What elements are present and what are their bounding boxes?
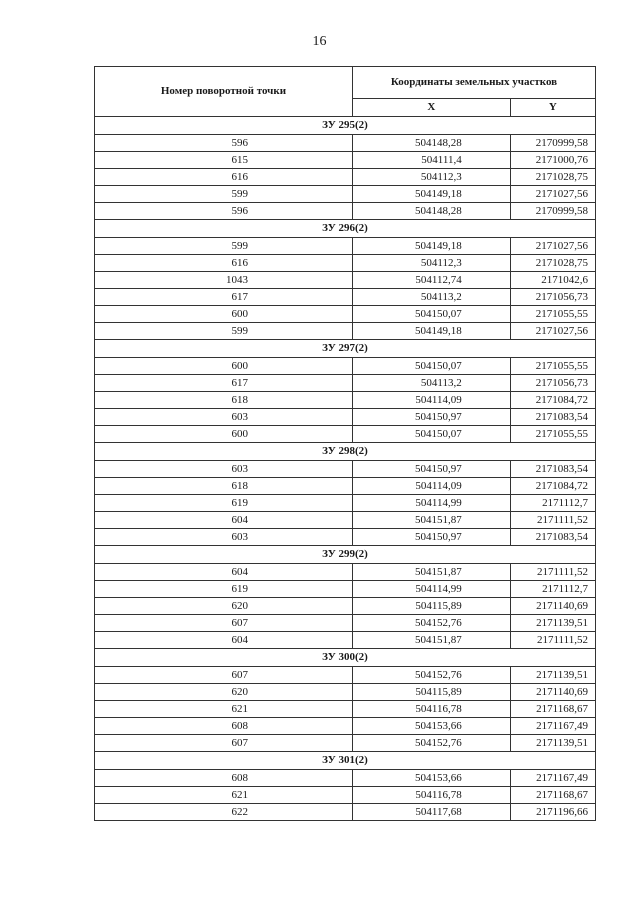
table-row bbox=[95, 272, 596, 289]
table-row bbox=[95, 615, 596, 632]
point-cell: 607 bbox=[95, 735, 353, 752]
x-cell: 504151,87 bbox=[352, 632, 510, 649]
x-cell: 504112,74 bbox=[352, 272, 510, 289]
table-row bbox=[95, 598, 596, 615]
x-cell: 504115,89 bbox=[352, 684, 510, 701]
x-cell: 504117,68 bbox=[352, 804, 510, 821]
point-cell: 619 bbox=[95, 495, 353, 512]
point-cell: 599 bbox=[95, 323, 353, 340]
point-cell: 616 bbox=[95, 255, 353, 272]
table-row bbox=[95, 667, 596, 684]
table-row bbox=[95, 152, 596, 169]
x-cell: 504112,3 bbox=[352, 169, 510, 186]
table-row bbox=[95, 581, 596, 598]
point-cell: 617 bbox=[95, 375, 353, 392]
table-row bbox=[95, 564, 596, 581]
table-row bbox=[95, 203, 596, 220]
point-cell: 604 bbox=[95, 512, 353, 529]
y-cell: 2171055,55 bbox=[510, 306, 595, 323]
table-row bbox=[95, 255, 596, 272]
point-cell: 620 bbox=[95, 684, 353, 701]
y-cell: 2171056,73 bbox=[510, 289, 595, 306]
y-cell: 2171140,69 bbox=[510, 598, 595, 615]
point-cell: 1043 bbox=[95, 272, 353, 289]
point-cell: 596 bbox=[95, 203, 353, 220]
point-cell: 599 bbox=[95, 186, 353, 203]
section-row bbox=[95, 546, 596, 564]
x-cell: 504150,97 bbox=[352, 409, 510, 426]
header-y: Y bbox=[510, 98, 595, 116]
x-cell: 504149,18 bbox=[352, 323, 510, 340]
x-cell: 504150,07 bbox=[352, 358, 510, 375]
y-cell: 2171055,55 bbox=[510, 426, 595, 443]
point-cell: 596 bbox=[95, 135, 353, 152]
x-cell: 504116,78 bbox=[352, 787, 510, 804]
coordinates-table bbox=[94, 66, 596, 821]
point-cell: 607 bbox=[95, 615, 353, 632]
point-cell: 603 bbox=[95, 461, 353, 478]
table-row bbox=[95, 358, 596, 375]
table-row bbox=[95, 718, 596, 735]
table-header bbox=[95, 67, 596, 117]
point-cell: 604 bbox=[95, 632, 353, 649]
x-cell: 504114,09 bbox=[352, 392, 510, 409]
table-row bbox=[95, 135, 596, 152]
x-cell: 504114,99 bbox=[352, 581, 510, 598]
point-cell: 600 bbox=[95, 306, 353, 323]
point-cell: 604 bbox=[95, 564, 353, 581]
y-cell: 2171027,56 bbox=[510, 238, 595, 255]
point-cell: 615 bbox=[95, 152, 353, 169]
point-cell: 603 bbox=[95, 409, 353, 426]
point-cell: 608 bbox=[95, 718, 353, 735]
table-row bbox=[95, 529, 596, 546]
table-row bbox=[95, 238, 596, 255]
header-coordinates: Координаты земельных участков bbox=[352, 67, 595, 99]
header-point-number: Номер поворотной точки bbox=[95, 67, 353, 117]
y-cell: 2171167,49 bbox=[510, 718, 595, 735]
point-cell: 599 bbox=[95, 238, 353, 255]
table-row bbox=[95, 392, 596, 409]
x-cell: 504114,99 bbox=[352, 495, 510, 512]
x-cell: 504114,09 bbox=[352, 478, 510, 495]
section-title: ЗУ 295(2) bbox=[95, 117, 596, 135]
y-cell: 2171000,76 bbox=[510, 152, 595, 169]
y-cell: 2171111,52 bbox=[510, 512, 595, 529]
x-cell: 504153,66 bbox=[352, 718, 510, 735]
section-row bbox=[95, 443, 596, 461]
header-x: X bbox=[352, 98, 510, 116]
y-cell: 2170999,58 bbox=[510, 203, 595, 220]
point-cell: 619 bbox=[95, 581, 353, 598]
section-title: ЗУ 298(2) bbox=[95, 443, 596, 461]
page-number: 16 bbox=[312, 34, 327, 49]
y-cell: 2171111,52 bbox=[510, 632, 595, 649]
table-row bbox=[95, 461, 596, 478]
y-cell: 2171056,73 bbox=[510, 375, 595, 392]
x-cell: 504149,18 bbox=[352, 238, 510, 255]
section-title: ЗУ 301(2) bbox=[95, 752, 596, 770]
y-cell: 2171083,54 bbox=[510, 409, 595, 426]
section-row bbox=[95, 220, 596, 238]
y-cell: 2171084,72 bbox=[510, 392, 595, 409]
x-cell: 504151,87 bbox=[352, 564, 510, 581]
y-cell: 2171028,75 bbox=[510, 255, 595, 272]
y-cell: 2171168,67 bbox=[510, 701, 595, 718]
table-row bbox=[95, 735, 596, 752]
section-row bbox=[95, 752, 596, 770]
table-row bbox=[95, 478, 596, 495]
x-cell: 504113,2 bbox=[352, 375, 510, 392]
table-row bbox=[95, 289, 596, 306]
point-cell: 608 bbox=[95, 770, 353, 787]
table-body bbox=[95, 117, 596, 821]
point-cell: 621 bbox=[95, 787, 353, 804]
point-cell: 621 bbox=[95, 701, 353, 718]
section-title: ЗУ 299(2) bbox=[95, 546, 596, 564]
x-cell: 504152,76 bbox=[352, 667, 510, 684]
point-cell: 603 bbox=[95, 529, 353, 546]
table-row bbox=[95, 409, 596, 426]
y-cell: 2170999,58 bbox=[510, 135, 595, 152]
table-row bbox=[95, 323, 596, 340]
x-cell: 504112,3 bbox=[352, 255, 510, 272]
point-cell: 616 bbox=[95, 169, 353, 186]
y-cell: 2171084,72 bbox=[510, 478, 595, 495]
section-row bbox=[95, 340, 596, 358]
point-cell: 617 bbox=[95, 289, 353, 306]
section-row bbox=[95, 117, 596, 135]
section-title: ЗУ 296(2) bbox=[95, 220, 596, 238]
point-cell: 600 bbox=[95, 426, 353, 443]
x-cell: 504111,4 bbox=[352, 152, 510, 169]
x-cell: 504151,87 bbox=[352, 512, 510, 529]
y-cell: 2171139,51 bbox=[510, 735, 595, 752]
y-cell: 2171111,52 bbox=[510, 564, 595, 581]
y-cell: 2171112,7 bbox=[510, 581, 595, 598]
table-row bbox=[95, 306, 596, 323]
y-cell: 2171027,56 bbox=[510, 323, 595, 340]
point-cell: 607 bbox=[95, 667, 353, 684]
x-cell: 504150,97 bbox=[352, 461, 510, 478]
x-cell: 504152,76 bbox=[352, 735, 510, 752]
y-cell: 2171027,56 bbox=[510, 186, 595, 203]
y-cell: 2171167,49 bbox=[510, 770, 595, 787]
x-cell: 504148,28 bbox=[352, 135, 510, 152]
section-title: ЗУ 300(2) bbox=[95, 649, 596, 667]
table-row bbox=[95, 186, 596, 203]
y-cell: 2171055,55 bbox=[510, 358, 595, 375]
y-cell: 2171139,51 bbox=[510, 615, 595, 632]
point-cell: 618 bbox=[95, 392, 353, 409]
table-row bbox=[95, 375, 596, 392]
x-cell: 504115,89 bbox=[352, 598, 510, 615]
x-cell: 504152,76 bbox=[352, 615, 510, 632]
y-cell: 2171083,54 bbox=[510, 461, 595, 478]
x-cell: 504150,97 bbox=[352, 529, 510, 546]
point-cell: 622 bbox=[95, 804, 353, 821]
y-cell: 2171168,67 bbox=[510, 787, 595, 804]
y-cell: 2171139,51 bbox=[510, 667, 595, 684]
x-cell: 504149,18 bbox=[352, 186, 510, 203]
x-cell: 504148,28 bbox=[352, 203, 510, 220]
table-row bbox=[95, 701, 596, 718]
y-cell: 2171112,7 bbox=[510, 495, 595, 512]
x-cell: 504150,07 bbox=[352, 306, 510, 323]
y-cell: 2171028,75 bbox=[510, 169, 595, 186]
x-cell: 504150,07 bbox=[352, 426, 510, 443]
x-cell: 504153,66 bbox=[352, 770, 510, 787]
table-row bbox=[95, 787, 596, 804]
table-row bbox=[95, 169, 596, 186]
y-cell: 2171196,66 bbox=[510, 804, 595, 821]
y-cell: 2171042,6 bbox=[510, 272, 595, 289]
table-row bbox=[95, 495, 596, 512]
table-row bbox=[95, 426, 596, 443]
x-cell: 504116,78 bbox=[352, 701, 510, 718]
section-title: ЗУ 297(2) bbox=[95, 340, 596, 358]
x-cell: 504113,2 bbox=[352, 289, 510, 306]
point-cell: 600 bbox=[95, 358, 353, 375]
table-row bbox=[95, 512, 596, 529]
point-cell: 618 bbox=[95, 478, 353, 495]
table-row bbox=[95, 684, 596, 701]
point-cell: 620 bbox=[95, 598, 353, 615]
table-row bbox=[95, 804, 596, 821]
table-row bbox=[95, 770, 596, 787]
y-cell: 2171140,69 bbox=[510, 684, 595, 701]
table-row bbox=[95, 632, 596, 649]
section-row bbox=[95, 649, 596, 667]
y-cell: 2171083,54 bbox=[510, 529, 595, 546]
